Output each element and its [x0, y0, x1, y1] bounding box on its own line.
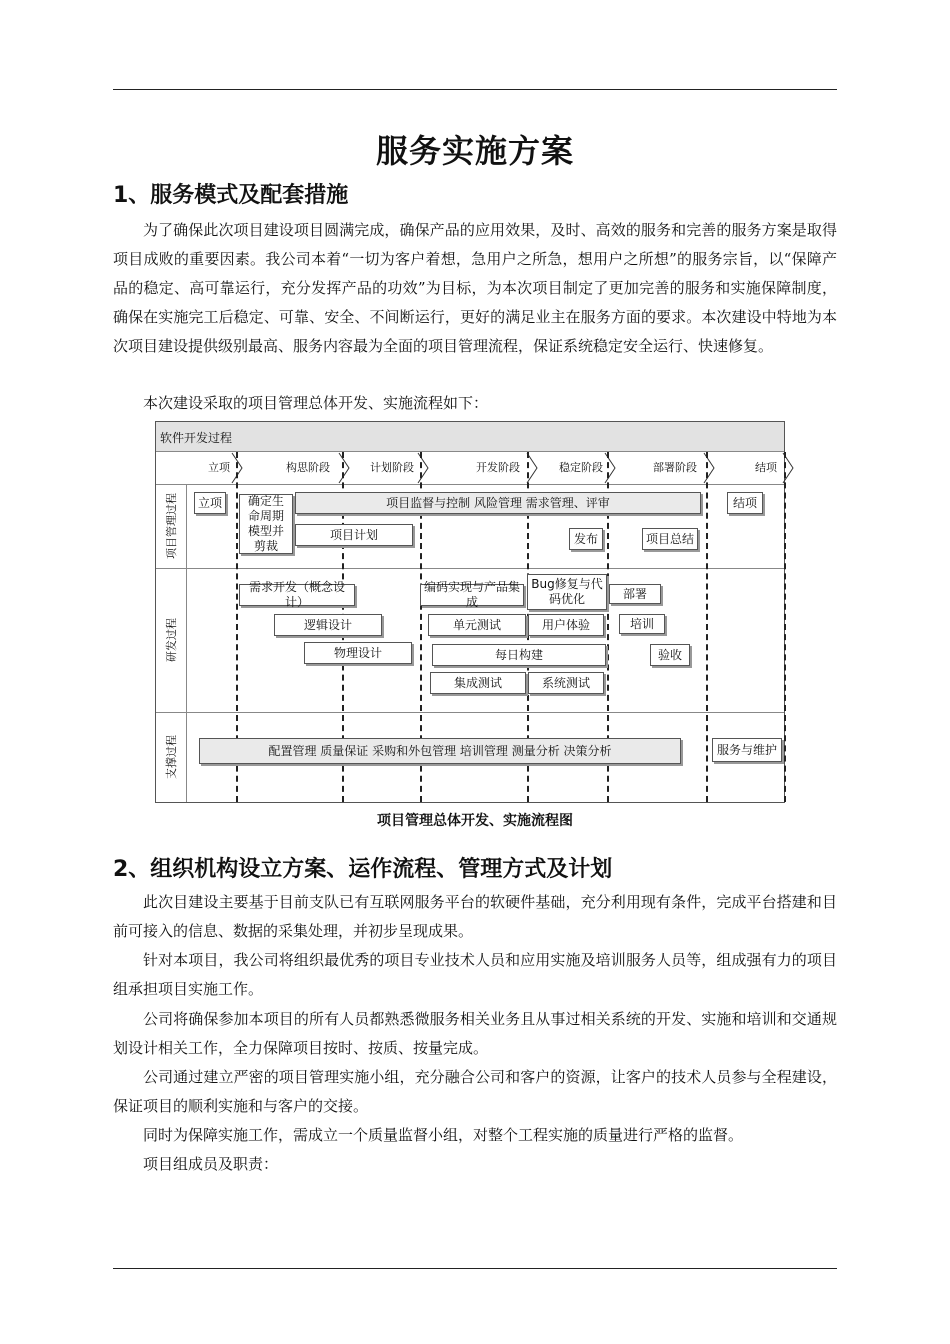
phase-boundary	[706, 452, 708, 802]
box-project-plan: 项目计划	[295, 524, 413, 546]
section2-paragraph-2: 针对本项目，我公司将组织最优秀的项目专业技术人员和应用实施及培训服务人员等，组成强有力的项目组承担项目实施工作。	[113, 951, 837, 998]
box-logic-design: 逻辑设计	[274, 614, 382, 636]
box-deploy: 部署	[609, 584, 661, 604]
section1-paragraph-1: 为了确保此次项目建设项目圆满完成，确保产品的应用效果，及时、高效的服务和完善的服务方案是取得项目成败的重要因素。我公司本着“一切为客户着想，急用户之所急，想用户之所想”的服务宗旨，以“保障产品的稳定、高可靠运行，充分发挥产品的功效”为目标，为本次项目制定了更加完善的服务和实施保障制度，确保在实施完工后稳定、可靠、安全、不间断运行，更好的满足业主在服务方面的要求。本次建设中特地为本次项目建设提供级别最高、服务内容最为全面的项目管理流程，保证系统稳定安全运行、快速修复。	[113, 221, 837, 355]
section2-paragraph-6: 项目组成员及职责：	[143, 1155, 279, 1173]
phase-label: 部署阶段	[653, 461, 697, 474]
box-requirements: 需求开发（概念设计）	[239, 584, 355, 606]
lane-label: 研发过程	[156, 568, 187, 712]
box-daily-build: 每日构建	[432, 644, 606, 666]
phase-band	[156, 452, 784, 485]
box-training: 培训	[619, 614, 665, 634]
phase-label: 开发阶段	[476, 461, 520, 474]
box-unit-test: 单元测试	[428, 614, 526, 636]
section1-paragraph-2: 本次建设采取的项目管理总体开发、实施流程如下：	[143, 394, 489, 412]
section2-paragraph-5: 同时为保障实施工作，需成立一个质量监督小组，对整个工程实施的质量进行严格的监督。	[143, 1126, 744, 1144]
process-flow-diagram	[155, 421, 785, 803]
header-rule	[113, 89, 837, 90]
box-system-test: 系统测试	[528, 672, 604, 694]
phase-boundary	[784, 452, 786, 802]
lane-label: 支撑过程	[156, 712, 187, 802]
box-release: 发布	[569, 528, 603, 550]
phase-label: 结项	[755, 461, 777, 474]
section2-heading: 2、组织机构设立方案、运作流程、管理方式及计划	[113, 857, 613, 882]
box-project-summary: 项目总结	[642, 528, 698, 550]
box-acceptance: 验收	[650, 644, 690, 666]
box-physical-design: 物理设计	[304, 642, 412, 664]
box-support-processes: 配置管理 质量保证 采购和外包管理 培训管理 测量分析 决策分析	[199, 738, 681, 764]
phase-label: 立项	[208, 461, 230, 474]
page-title: 服务实施方案	[375, 132, 574, 170]
diagram-caption: 项目管理总体开发、实施流程图	[377, 813, 573, 829]
diagram-title: 软件开发过程	[156, 422, 784, 452]
phase-label: 稳定阶段	[559, 461, 603, 474]
section2-paragraph-1: 此次目建设主要基于目前支队已有互联网服务平台的软硬件基础，充分利用现有条件，完成平台搭建和目前可接入的信息、数据的采集处理，并初步呈现成果。	[113, 893, 837, 940]
phase-label: 构思阶段	[286, 461, 330, 474]
phase-label: 计划阶段	[370, 461, 414, 474]
box-service-maintenance: 服务与维护	[712, 738, 782, 762]
box-bugfix: Bug修复与代码优化	[527, 574, 607, 610]
footer-rule	[113, 1268, 837, 1269]
box-lixiang: 立项	[194, 492, 226, 514]
box-user-experience: 用户体验	[528, 614, 604, 636]
section2-paragraph-4: 公司通过建立严密的项目管理实施小组，充分融合公司和客户的资源，让客户的技术人员参与全程建设，保证项目的顺利实施和与客户的交接。	[113, 1068, 837, 1115]
box-monitor-control: 项目监督与控制 风险管理 需求管理、评审	[295, 492, 701, 514]
box-lifecycle: 确定生命周期模型并剪裁	[239, 494, 293, 554]
box-jiexiang: 结项	[727, 492, 763, 514]
lane-label: 项目管理过程	[156, 484, 187, 568]
section1-heading: 1、服务模式及配套措施	[113, 183, 349, 208]
section2-paragraph-3: 公司将确保参加本项目的所有人员都熟悉微服务相关业务且从事过相关系统的开发、实施和培训和交通规划设计相关工作，全力保障项目按时、按质、按量完成。	[113, 1010, 837, 1057]
box-coding: 编码实现与产品集成	[420, 584, 524, 606]
box-integration-test: 集成测试	[430, 672, 526, 694]
